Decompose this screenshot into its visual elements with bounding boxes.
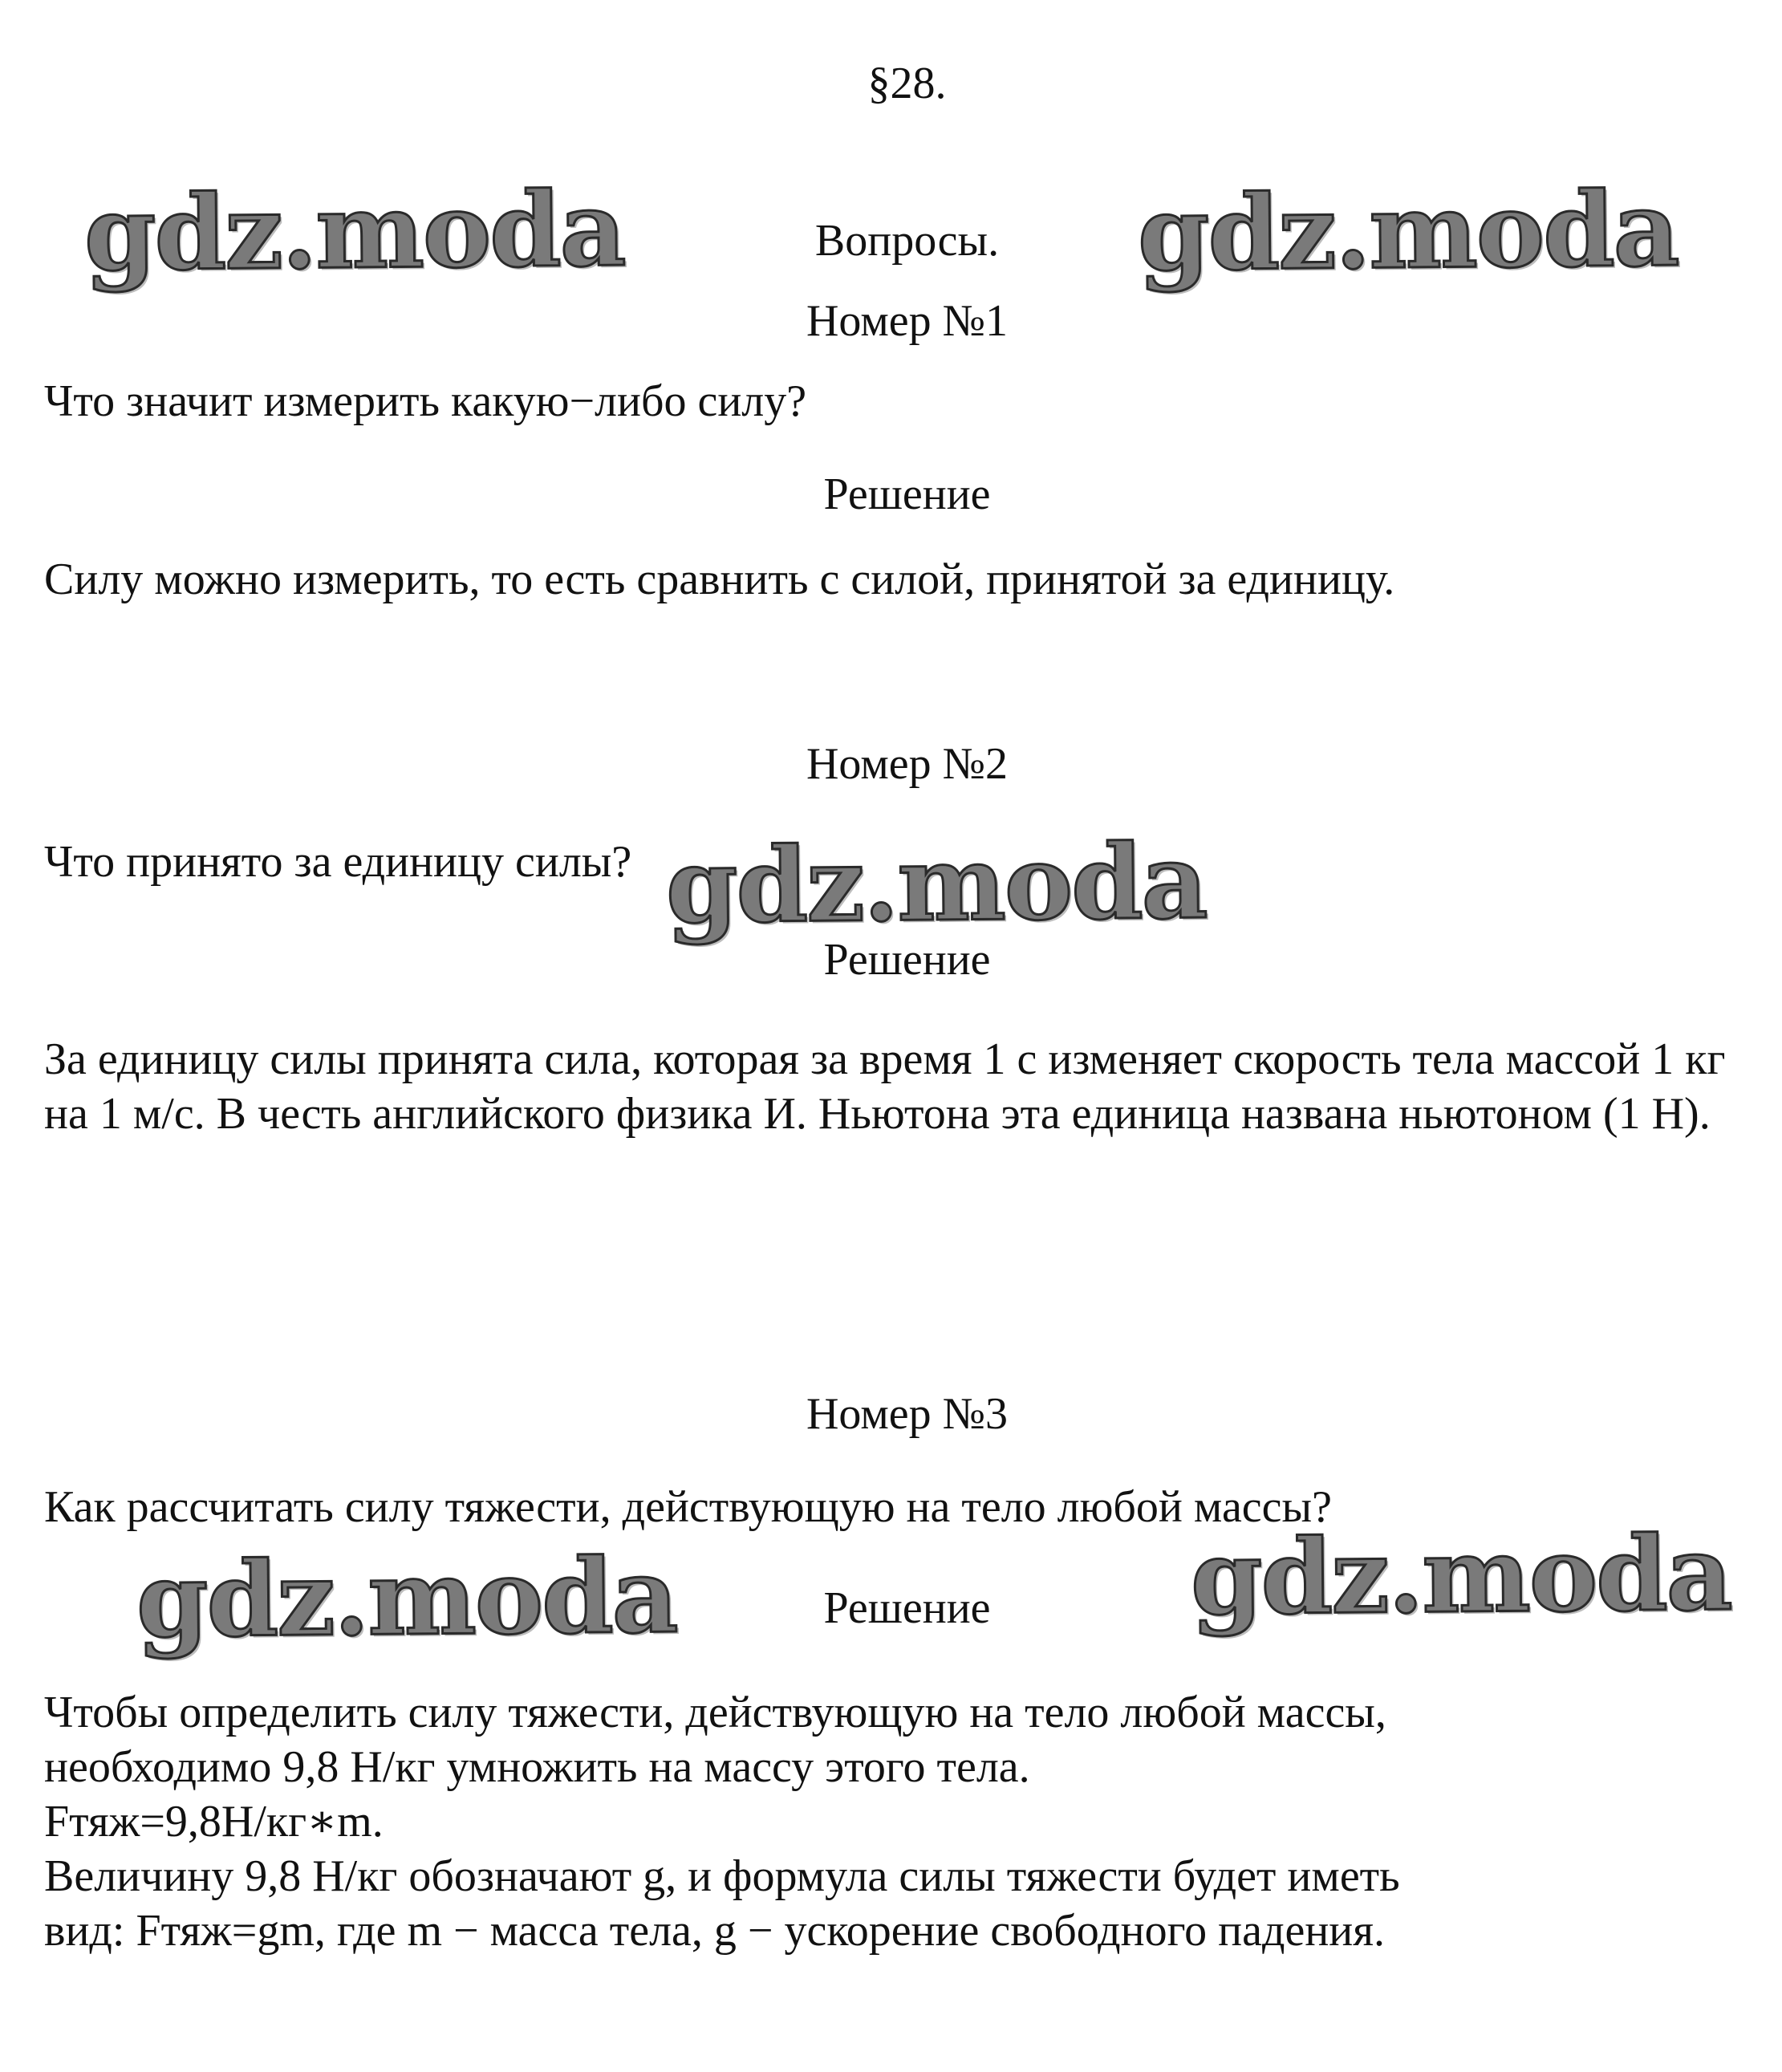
item-3-answer-line-3: Fтяж=9,8Н/кг∗m. bbox=[44, 1797, 384, 1847]
section-title: §28. bbox=[867, 59, 947, 108]
item-2-number: Номер №2 bbox=[806, 739, 1009, 789]
item-2-answer: За единицу силы принята сила, которая за время 1 с изменяет скорость тела массой 1 кг на 1 м/с. В честь английского физика И. Ньютона эта единица названа ньютоном (1 Н). bbox=[44, 1034, 1726, 1139]
item-1-solution-label: Решение bbox=[823, 469, 991, 519]
watermark-logo: gdz.moda bbox=[665, 822, 1208, 947]
item-3-question: Как рассчитать силу тяжести, действующую на тело любой массы? bbox=[44, 1482, 1332, 1532]
item-3-number: Номер №3 bbox=[806, 1389, 1009, 1439]
item-2-question: Что принято за единицу силы? bbox=[44, 837, 632, 887]
item-3-answer-line-5: вид: Fтяж=gm, где m − масса тела, g − ускорение свободного падения. bbox=[44, 1906, 1386, 1956]
item-2-solution-label: Решение bbox=[823, 935, 991, 985]
item-1-number: Номер №1 bbox=[806, 296, 1009, 346]
item-1-question: Что значит измерить какую−либо силу? bbox=[44, 376, 807, 426]
questions-heading: Вопросы. bbox=[814, 216, 1000, 266]
item-3-answer-line-4: Величину 9,8 Н/кг обозначают g, и формула силы тяжести будет иметь bbox=[44, 1851, 1400, 1901]
watermark-logo: gdz.moda bbox=[1137, 169, 1679, 295]
watermark-logo: gdz.moda bbox=[83, 169, 626, 295]
item-1-answer: Силу можно измерить, то есть сравнить с силой, принятой за единицу. bbox=[44, 555, 1395, 604]
item-3-answer-line-2: необходимо 9,8 Н/кг умножить на массу этого тела. bbox=[44, 1742, 1030, 1792]
watermark-logo: gdz.moda bbox=[136, 1536, 678, 1661]
item-3-answer-line-1: Чтобы определить силу тяжести, действующую на тело любой массы, bbox=[44, 1688, 1386, 1737]
item-3-solution-label: Решение bbox=[823, 1583, 991, 1633]
watermark-logo: gdz.moda bbox=[1190, 1513, 1732, 1639]
